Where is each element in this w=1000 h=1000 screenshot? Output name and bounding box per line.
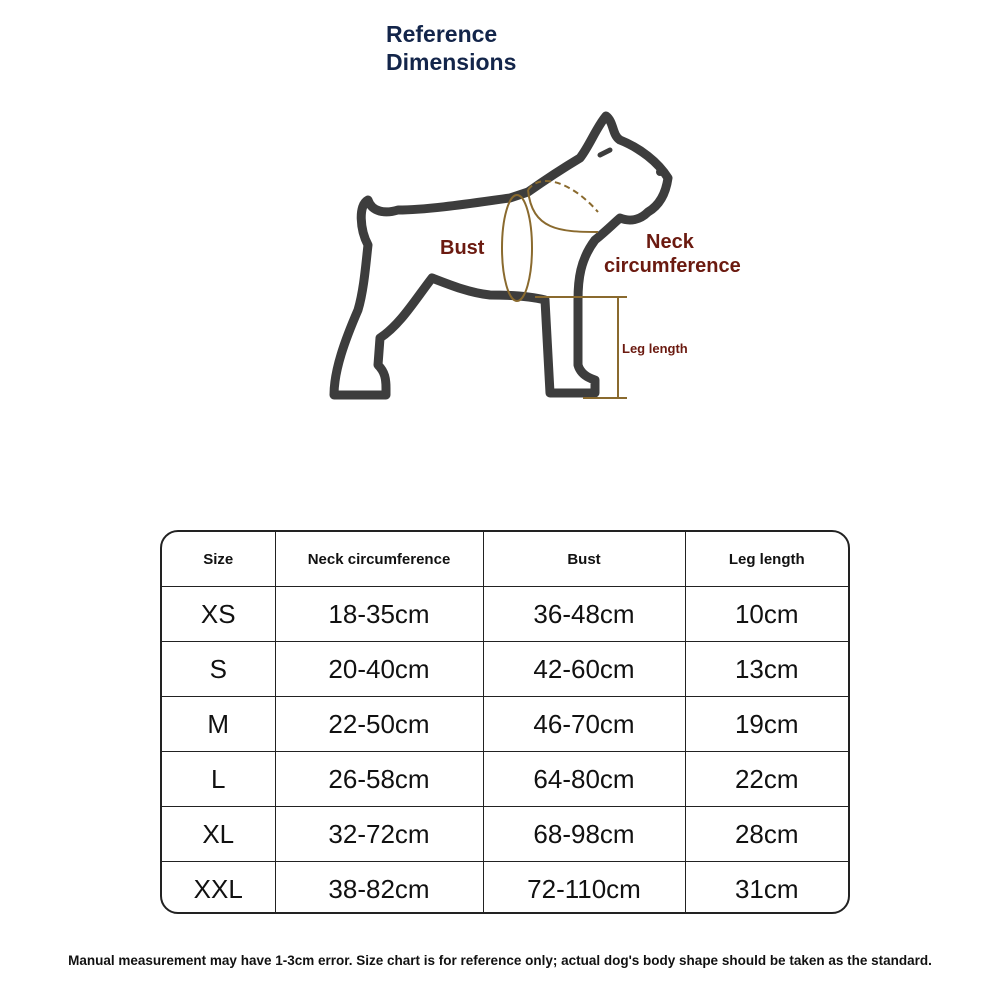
table-row	[162, 642, 848, 697]
cell-neck: 26-58cm	[275, 752, 483, 807]
table-row	[162, 752, 848, 807]
cell-leg: 31cm	[685, 862, 848, 915]
table-row	[162, 697, 848, 752]
cell-neck: 18-35cm	[275, 587, 483, 642]
cell-bust: 46-70cm	[483, 697, 685, 752]
cell-neck: 32-72cm	[275, 807, 483, 862]
cell-leg: 13cm	[685, 642, 848, 697]
table-row	[162, 587, 848, 642]
size-chart-table	[160, 530, 850, 914]
cell-neck: 22-50cm	[275, 697, 483, 752]
cell-leg: 28cm	[685, 807, 848, 862]
cell-leg: 22cm	[685, 752, 848, 807]
header-neck-circumference: Neck circumference	[275, 532, 483, 587]
cell-size: M	[162, 697, 275, 752]
title-line-2: Dimensions	[386, 49, 517, 75]
table-row	[162, 807, 848, 862]
measurement-lines	[502, 181, 627, 398]
cell-size: XS	[162, 587, 275, 642]
cell-size: XXL	[162, 862, 275, 915]
cell-leg: 10cm	[685, 587, 848, 642]
table-header-row	[162, 532, 848, 587]
footnote: Manual measurement may have 1-3cm error. Size chart is for reference only; actual dog's body shape should be taken as the standard.	[68, 953, 932, 968]
header-leg-length: Leg length	[685, 532, 848, 587]
cell-size: XL	[162, 807, 275, 862]
neck-label-line-1: Neck	[646, 231, 694, 253]
title-line-1: Reference	[386, 21, 498, 47]
bust-label: Bust	[440, 237, 485, 259]
header-size: Size	[162, 532, 275, 587]
leg-length-label: Leg length	[622, 341, 688, 356]
neck-label-line-2: circumference	[604, 255, 741, 277]
cell-size: S	[162, 642, 275, 697]
table-row	[162, 862, 848, 915]
cell-bust: 72-110cm	[483, 862, 685, 915]
cell-leg: 19cm	[685, 697, 848, 752]
cell-size: L	[162, 752, 275, 807]
cell-neck: 38-82cm	[275, 862, 483, 915]
header-bust: Bust	[483, 532, 685, 587]
cell-neck: 20-40cm	[275, 642, 483, 697]
cell-bust: 36-48cm	[483, 587, 685, 642]
cell-bust: 42-60cm	[483, 642, 685, 697]
cell-bust: 68-98cm	[483, 807, 685, 862]
cell-bust: 64-80cm	[483, 752, 685, 807]
